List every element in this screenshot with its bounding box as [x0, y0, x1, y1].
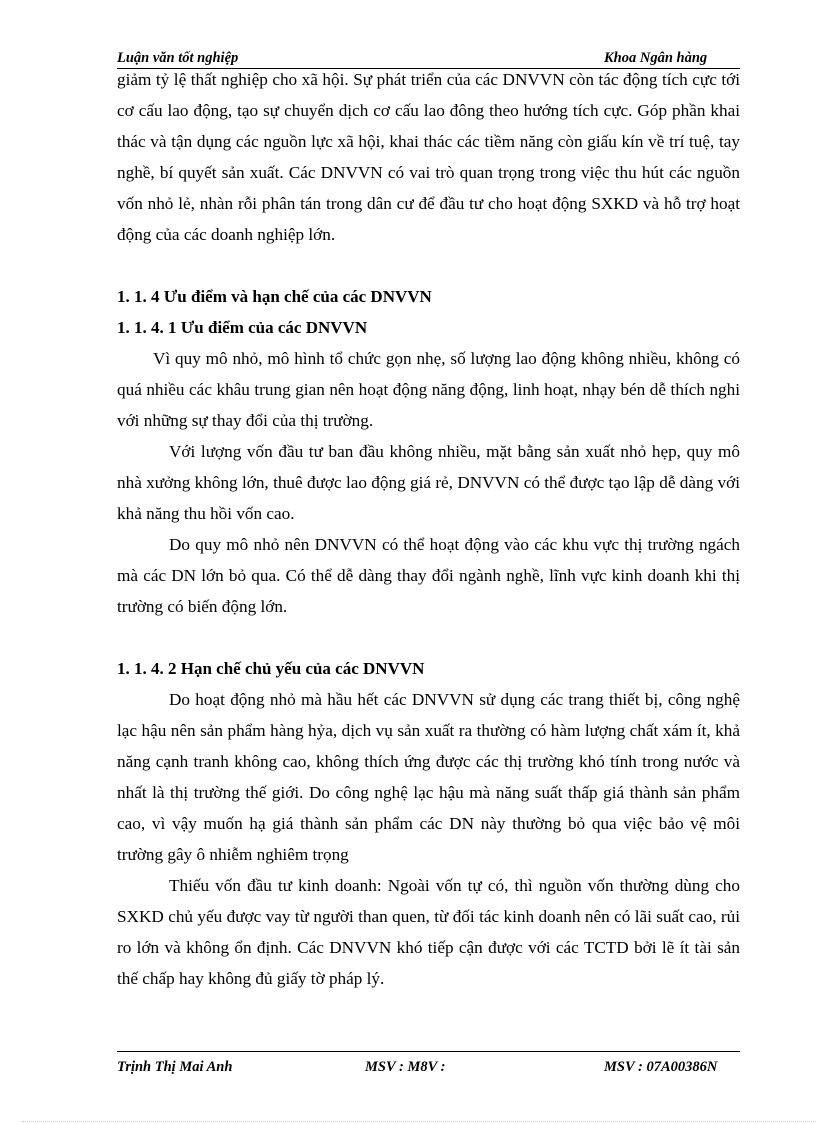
footer-msv-right: MSV : 07A00386N — [604, 1059, 718, 1075]
header-thesis-label: Luận văn tốt nghiệp — [117, 50, 239, 66]
paragraph-intro: giảm tỷ lệ thất nghiệp cho xã hội. Sự phát triển của các DNVVN còn tác động tích cực tới cơ cấu lao động, tạo sự chuyển dịch cơ cấu lao đông theo hướng tích cực. Góp phần khai thác và tận dụng các nguồn lực xã hội, khai thác các tiềm năng còn giấu kín về trí tuệ, tay nghề, bí quyết sản xuất. Các DNVVN có vai trò quan trọng trong việc thu hút các nguồn vốn nhỏ lẻ, nhàn rỗi phân tán trong dân cư để đầu tư cho hoạt động SXKD và hỗ trợ hoạt động của các doanh nghiệp lớn. — [117, 70, 740, 244]
section-heading-1-1-4-1: 1. 1. 4. 1 Ưu điểm của các DNVVN — [117, 318, 368, 337]
paragraph-advantage-3: Do quy mô nhỏ nên DNVVN có thể hoạt động vào các khu vực thị trường ngách mà các DN lớn bỏ qua. Có thể dễ dàng thay đổi ngành nghề, lĩnh vực kinh doanh khi thị trường có biến động lớn. — [117, 535, 740, 616]
header-faculty-label: Khoa Ngân hàng — [604, 50, 708, 66]
paragraph-limitation-2: Thiếu vốn đầu tư kinh doanh: Ngoài vốn tự có, thì nguồn vốn thường dùng cho SXKD chủ yếu được vay từ người than quen, từ đối tác kinh doanh nên có lãi suất cao, rủi ro lớn và không ổn định. Các DNVVN khó tiếp cận được với các TCTD bởi lẽ ít tài sản thế chấp hay không đủ giấy tờ pháp lý. — [117, 876, 740, 988]
footer-divider — [117, 1051, 740, 1052]
paragraph-advantage-1: Vì quy mô nhỏ, mô hình tổ chức gọn nhẹ, số lượng lao động không nhiều, không có quá nhiều các khâu trung gian nên hoạt động năng động, linh hoạt, nhạy bén dễ thích nghi với những sự thay đổi của thị trường. — [117, 349, 740, 430]
page-bottom-edge — [22, 1121, 816, 1122]
footer-author: Trịnh Thị Mai Anh — [117, 1059, 233, 1075]
paragraph-limitation-1: Do hoạt động nhỏ mà hầu hết các DNVVN sử dụng các trang thiết bị, công nghệ lạc hậu nên sản phẩm hàng hỷa, dịch vụ sản xuất ra thường có hàm lượng chất xám ít, khả năng cạnh tranh không cao, không thích ứng được các thị trường khó tính trong nước và nhất là thị trường thế giới. Do công nghệ lạc hậu mà năng suất thấp giá thành sản phẩm cao, vì vậy muốn hạ giá thành sản phẩm các DN này thường bỏ qua việc bảo vệ môi trường gây ô nhiễm nghiêm trọng — [117, 690, 740, 864]
section-heading-1-1-4: 1. 1. 4 Ưu điểm và hạn chế của các DNVVN — [117, 287, 432, 306]
paragraph-advantage-2: Với lượng vốn đầu tư ban đầu không nhiều, mặt bằng sản xuất nhỏ hẹp, quy mô nhà xưởng không lớn, thuê được lao động giá rẻ, DNVVN có thể được tạo lập dễ dàng với khả năng thu hồi vốn cao. — [117, 442, 740, 523]
section-heading-1-1-4-2: 1. 1. 4. 2 Hạn chế chủ yếu của các DNVVN — [117, 659, 425, 678]
footer-msv-middle: MSV : M8V : — [365, 1059, 446, 1075]
document-body — [117, 64, 740, 994]
